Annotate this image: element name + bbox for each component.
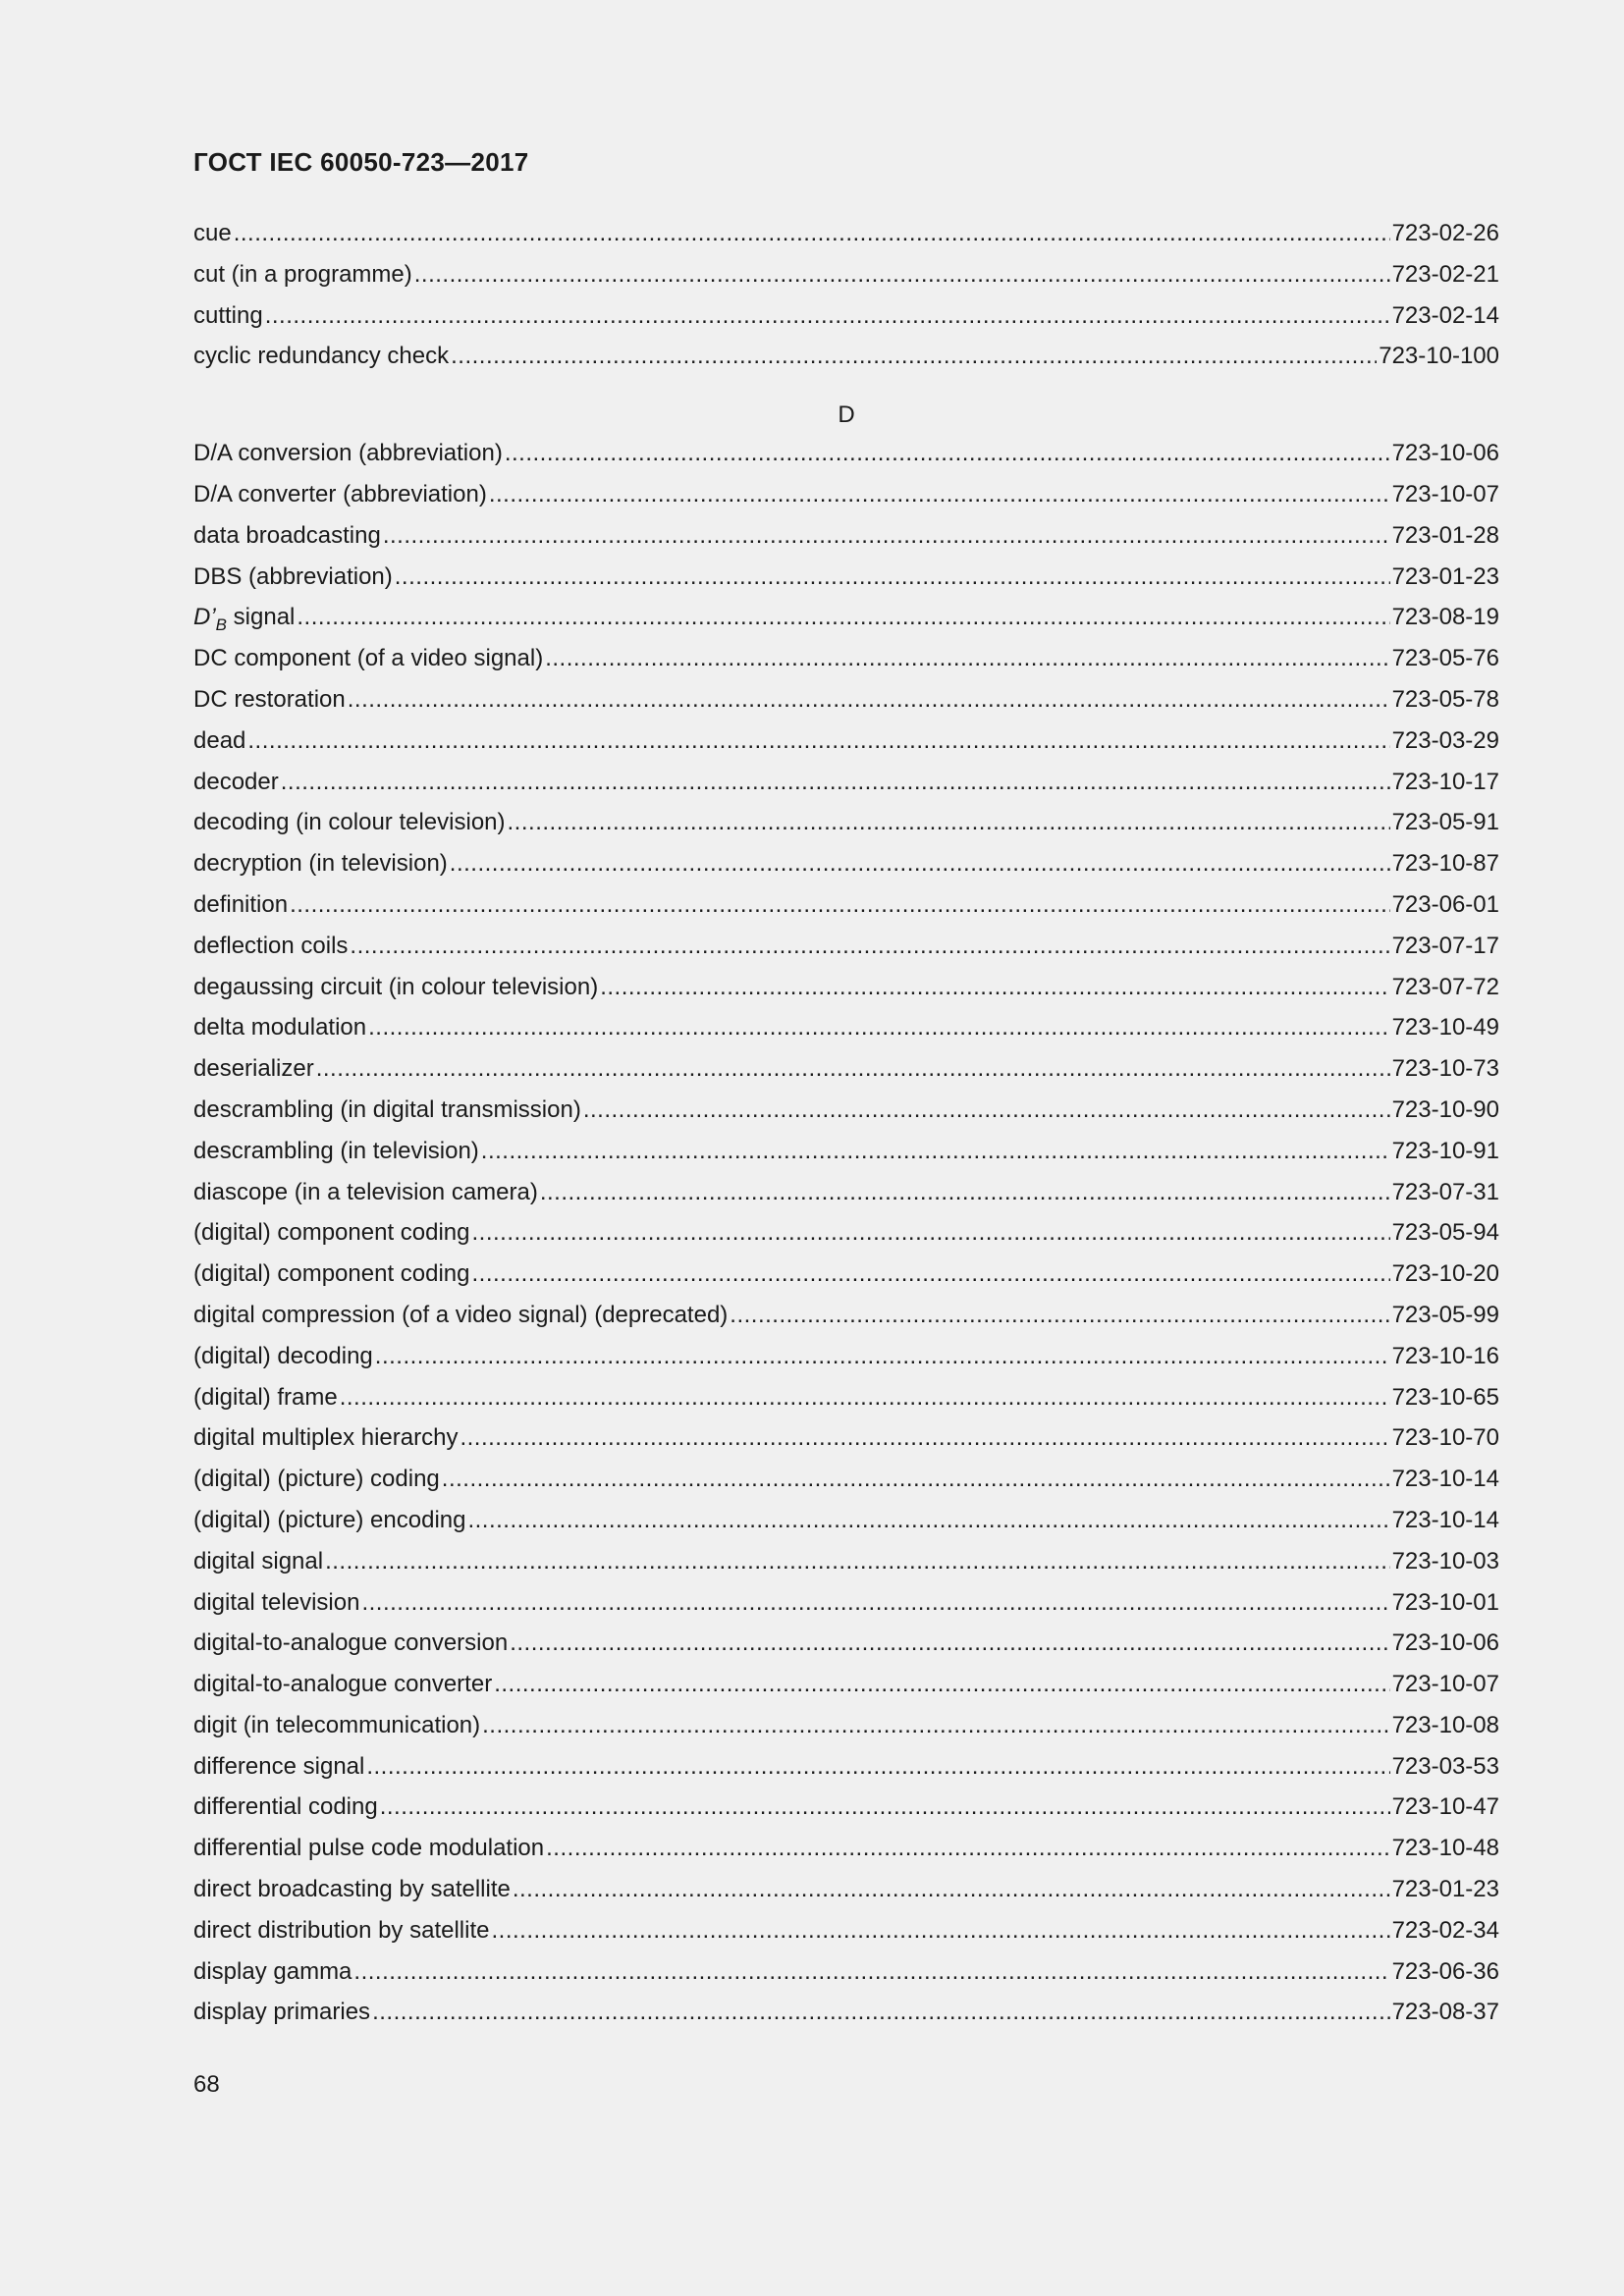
index-reference: 723-02-34 xyxy=(1391,1916,1499,1944)
index-term: decoder xyxy=(193,768,279,795)
index-reference: 723-10-90 xyxy=(1391,1095,1499,1123)
index-reference: 723-01-28 xyxy=(1391,521,1499,549)
dot-leader xyxy=(297,604,1389,631)
index-entry xyxy=(193,1712,1499,1753)
index-reference: 723-10-17 xyxy=(1391,768,1499,795)
index-term: (digital) component coding xyxy=(193,1219,470,1247)
dot-leader xyxy=(372,1999,1390,2026)
index-term: direct broadcasting by satellite xyxy=(193,1876,511,1903)
index-reference: 723-06-36 xyxy=(1391,1957,1499,1985)
index-entry xyxy=(193,1835,1499,1876)
index-term: D/A converter (abbreviation) xyxy=(193,480,487,507)
index-entry xyxy=(193,1138,1499,1179)
index-list xyxy=(193,220,1499,2040)
dot-leader xyxy=(414,261,1390,289)
index-entry xyxy=(193,1179,1499,1220)
dot-leader xyxy=(316,1055,1390,1083)
index-reference: 723-10-03 xyxy=(1391,1547,1499,1575)
index-term: deserializer xyxy=(193,1055,314,1083)
index-entry xyxy=(193,1424,1499,1466)
index-entry xyxy=(193,1999,1499,2040)
index-entry xyxy=(193,809,1499,850)
index-reference: 723-10-07 xyxy=(1391,480,1499,507)
term-subscript: B xyxy=(215,615,228,635)
index-term: digital television xyxy=(193,1588,360,1616)
index-entry xyxy=(193,1671,1499,1712)
index-reference: 723-10-16 xyxy=(1391,1342,1499,1369)
index-entry xyxy=(193,1753,1499,1794)
dot-leader xyxy=(491,1917,1389,1945)
index-entry xyxy=(193,522,1499,563)
index-reference: 723-10-06 xyxy=(1391,440,1499,467)
dot-leader xyxy=(546,1835,1389,1862)
index-term: digital-to-analogue converter xyxy=(193,1671,493,1698)
index-term: digit (in telecommunication) xyxy=(193,1711,481,1738)
index-term: differential pulse code modulation xyxy=(193,1835,545,1862)
dot-leader xyxy=(730,1302,1389,1329)
index-term: DC component (of a video signal) xyxy=(193,645,544,672)
index-term: decryption (in television) xyxy=(193,850,448,878)
index-entry xyxy=(193,604,1499,645)
dot-leader xyxy=(460,1424,1389,1452)
index-entry xyxy=(193,1917,1499,1958)
page-number: 68 xyxy=(193,2071,220,2098)
dot-leader xyxy=(472,1219,1390,1247)
index-entry xyxy=(193,563,1499,605)
index-term: cyclic redundancy check xyxy=(193,343,450,370)
dot-leader xyxy=(375,1343,1390,1370)
index-reference: 723-08-19 xyxy=(1391,604,1499,631)
index-term: (digital) frame xyxy=(193,1383,338,1411)
index-entry xyxy=(193,769,1499,810)
index-term: differential coding xyxy=(193,1793,378,1821)
index-term: digital multiplex hierarchy xyxy=(193,1424,459,1452)
dot-leader xyxy=(265,302,1390,330)
index-term: data broadcasting xyxy=(193,521,381,549)
index-term: D/A conversion (abbreviation) xyxy=(193,440,503,467)
document-header: ГОСТ IEC 60050-723—2017 xyxy=(193,147,529,177)
index-term: definition xyxy=(193,890,289,918)
index-term: direct distribution by satellite xyxy=(193,1916,490,1944)
dot-leader xyxy=(451,343,1377,370)
dot-leader xyxy=(348,686,1390,714)
index-term: difference signal xyxy=(193,1752,365,1780)
index-reference: 723-10-14 xyxy=(1391,1466,1499,1493)
index-entry xyxy=(193,302,1499,344)
index-reference: 723-10-48 xyxy=(1391,1835,1499,1862)
index-entry xyxy=(193,850,1499,891)
dot-leader xyxy=(540,1179,1390,1206)
index-term: (digital) decoding xyxy=(193,1342,373,1369)
index-term: (digital) (picture) coding xyxy=(193,1466,440,1493)
dot-leader xyxy=(508,809,1390,836)
index-term: diascope (in a television camera) xyxy=(193,1178,538,1205)
index-reference: 723-08-37 xyxy=(1391,1999,1499,2026)
dot-leader xyxy=(583,1096,1390,1124)
dot-leader xyxy=(450,850,1390,878)
dot-leader xyxy=(395,563,1390,591)
index-entry xyxy=(193,974,1499,1015)
index-term: DBS (abbreviation) xyxy=(193,562,393,590)
index-entry xyxy=(193,1548,1499,1589)
index-term xyxy=(193,604,295,635)
index-reference: 723-02-21 xyxy=(1391,260,1499,288)
dot-leader xyxy=(513,1876,1390,1903)
index-reference: 723-10-01 xyxy=(1391,1588,1499,1616)
term-symbol: D’ xyxy=(193,604,216,631)
index-reference: 723-05-94 xyxy=(1391,1219,1499,1247)
index-term: display gamma xyxy=(193,1957,352,1985)
dot-leader xyxy=(325,1548,1389,1575)
index-term: cutting xyxy=(193,301,263,329)
dot-leader xyxy=(489,481,1390,508)
index-reference: 723-02-14 xyxy=(1391,301,1499,329)
dot-leader xyxy=(494,1671,1389,1698)
index-entry xyxy=(193,1014,1499,1055)
index-entry xyxy=(193,481,1499,522)
index-entry xyxy=(193,1466,1499,1507)
index-reference: 723-06-01 xyxy=(1391,890,1499,918)
dot-leader xyxy=(600,974,1389,1001)
index-entry xyxy=(193,440,1499,481)
index-entry xyxy=(193,933,1499,974)
index-term: delta modulation xyxy=(193,1014,367,1041)
index-entry xyxy=(193,343,1499,384)
index-reference: 723-01-23 xyxy=(1391,1876,1499,1903)
index-entry xyxy=(193,891,1499,933)
dot-leader xyxy=(247,727,1389,755)
index-reference: 723-05-91 xyxy=(1391,809,1499,836)
index-reference: 723-10-87 xyxy=(1391,850,1499,878)
index-entry xyxy=(193,1302,1499,1343)
index-term: descrambling (in television) xyxy=(193,1137,479,1164)
dot-leader xyxy=(467,1507,1389,1534)
dot-leader xyxy=(482,1712,1389,1739)
dot-leader xyxy=(368,1014,1389,1041)
index-entry xyxy=(193,727,1499,769)
index-reference: 723-03-29 xyxy=(1391,726,1499,754)
index-entry xyxy=(193,1260,1499,1302)
dot-leader xyxy=(366,1753,1389,1781)
dot-leader xyxy=(350,933,1389,960)
index-term: (digital) component coding xyxy=(193,1260,470,1288)
index-entry xyxy=(193,1589,1499,1630)
index-entry xyxy=(193,1507,1499,1548)
index-term: deflection coils xyxy=(193,932,349,959)
index-term: degaussing circuit (in colour television) xyxy=(193,973,599,1000)
index-term: digital compression (of a video signal) (deprecated) xyxy=(193,1301,729,1328)
index-entry xyxy=(193,1343,1499,1384)
index-group-c xyxy=(193,220,1499,384)
index-term: cut (in a programme) xyxy=(193,260,412,288)
index-entry xyxy=(193,220,1499,261)
index-term: digital-to-analogue conversion xyxy=(193,1629,509,1657)
dot-leader xyxy=(505,440,1390,467)
index-reference: 723-10-65 xyxy=(1391,1383,1499,1411)
index-term: digital signal xyxy=(193,1547,324,1575)
index-reference: 723-10-14 xyxy=(1391,1506,1499,1533)
dot-leader xyxy=(281,769,1390,796)
index-term: descrambling (in digital transmission) xyxy=(193,1095,581,1123)
index-entry xyxy=(193,1055,1499,1096)
index-reference: 723-03-53 xyxy=(1391,1752,1499,1780)
index-reference: 723-05-78 xyxy=(1391,685,1499,713)
section-letter-heading: D xyxy=(838,401,855,429)
index-reference: 723-10-91 xyxy=(1391,1137,1499,1164)
index-reference: 723-07-72 xyxy=(1391,973,1499,1000)
index-term: decoding (in colour television) xyxy=(193,809,506,836)
index-entry xyxy=(193,1958,1499,2000)
dot-leader xyxy=(290,891,1390,919)
index-entry xyxy=(193,1629,1499,1671)
index-reference: 723-10-06 xyxy=(1391,1629,1499,1657)
index-reference: 723-02-26 xyxy=(1391,220,1499,246)
dot-leader xyxy=(380,1793,1390,1821)
index-entry xyxy=(193,1876,1499,1917)
index-entry xyxy=(193,1384,1499,1425)
index-term: display primaries xyxy=(193,1999,371,2026)
index-group-d xyxy=(193,440,1499,2040)
index-entry xyxy=(193,645,1499,686)
index-reference: 723-10-07 xyxy=(1391,1671,1499,1698)
index-term: DC restoration xyxy=(193,685,346,713)
dot-leader xyxy=(442,1466,1390,1493)
index-entry xyxy=(193,1793,1499,1835)
index-entry xyxy=(193,1219,1499,1260)
index-reference: 723-07-17 xyxy=(1391,932,1499,959)
index-reference: 723-07-31 xyxy=(1391,1178,1499,1205)
dot-leader xyxy=(340,1384,1390,1412)
term-rest: signal xyxy=(227,604,296,631)
index-reference: 723-10-49 xyxy=(1391,1014,1499,1041)
index-reference: 723-10-73 xyxy=(1391,1055,1499,1083)
dot-leader xyxy=(353,1958,1389,1986)
index-reference: 723-05-99 xyxy=(1391,1301,1499,1328)
index-reference: 723-10-100 xyxy=(1379,343,1499,370)
index-reference: 723-01-23 xyxy=(1391,562,1499,590)
dot-leader xyxy=(481,1138,1390,1165)
dot-leader xyxy=(361,1589,1389,1617)
dot-leader xyxy=(383,522,1390,550)
dot-leader xyxy=(472,1260,1390,1288)
dot-leader xyxy=(545,645,1389,672)
index-reference: 723-10-47 xyxy=(1391,1793,1499,1821)
index-term: dead xyxy=(193,726,246,754)
index-entry xyxy=(193,686,1499,727)
index-entry xyxy=(193,261,1499,302)
dot-leader xyxy=(234,220,1390,247)
dot-leader xyxy=(510,1629,1389,1657)
index-entry xyxy=(193,1096,1499,1138)
index-reference: 723-10-70 xyxy=(1391,1424,1499,1452)
index-term: cue xyxy=(193,220,232,246)
index-reference: 723-10-20 xyxy=(1391,1260,1499,1288)
index-term: (digital) (picture) encoding xyxy=(193,1506,466,1533)
index-reference: 723-10-08 xyxy=(1391,1711,1499,1738)
index-reference: 723-05-76 xyxy=(1391,645,1499,672)
